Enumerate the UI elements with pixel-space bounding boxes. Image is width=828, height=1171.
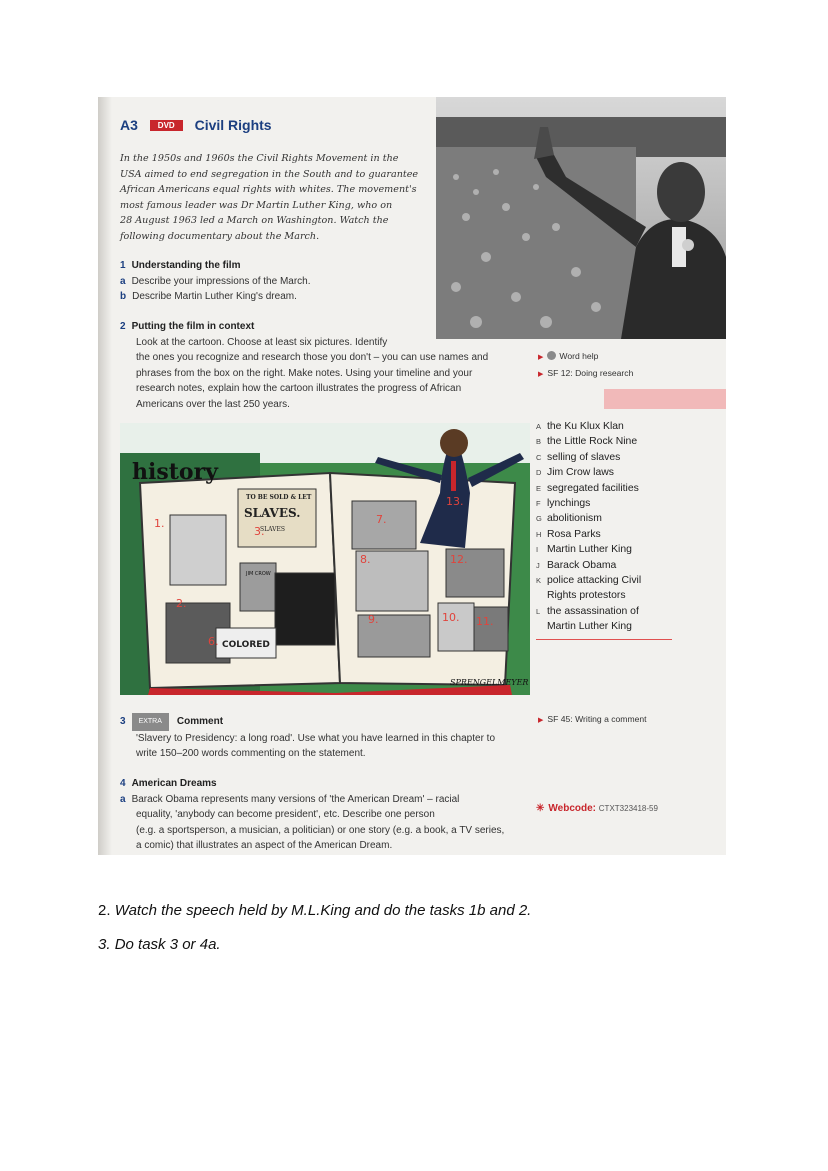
task-line: the ones you recognize and research those you don't – you can use names and <box>136 352 489 363</box>
book-title: history <box>132 459 218 485</box>
intro-line: most famous leader was Dr Martin Luther King, who on <box>120 199 393 211</box>
word-help-icon <box>547 351 556 360</box>
word-box-item: C selling of slaves <box>536 451 621 463</box>
dvd-badge: DVD <box>150 120 183 131</box>
instruction-line <box>98 902 531 919</box>
sf45-link[interactable]: SF 45: Writing a comment <box>547 714 647 724</box>
task-letter: a <box>120 793 126 805</box>
poster-main: SLAVES. <box>244 506 301 520</box>
webcode <box>536 803 658 814</box>
section-title: Civil Rights <box>194 117 272 133</box>
cartoon-number: 8. <box>360 553 371 566</box>
task-1 <box>120 258 540 305</box>
task-line: Look at the cartoon. Choose at least six pictures. Identify <box>136 336 388 348</box>
task-number: 4 <box>120 778 126 789</box>
intro-line: 28 August 1963 led a March on Washington. Watch the <box>120 215 389 226</box>
task-item-text: Describe your impressions of the March. <box>131 275 311 287</box>
task-line: 'Slavery to Presidency: a long road'. Use what you have learned in this chapter to <box>136 732 496 744</box>
cartoon-number: 7. <box>376 513 387 526</box>
intro-line: In the 1950s and 1960s the Civil Rights Movement in the <box>120 153 399 164</box>
task-number: 2 <box>120 321 126 332</box>
task-line: (e.g. a sportsperson, a musician, a politician) or one story (e.g. a book, a TV series, <box>136 824 505 836</box>
arrow-right-icon: ▶ <box>538 354 544 361</box>
task-line: Barack Obama represents many versions of 'the American Dream' – racial <box>131 793 460 805</box>
arrow-right-icon: ▶ <box>538 370 544 378</box>
task-line: Americans over the last 250 years. <box>136 398 290 410</box>
section-code: A3 <box>120 117 138 133</box>
webcode-value[interactable]: CTXT323418-59 <box>598 804 658 813</box>
intro-line: USA aimed to end segregation in the South and to guarantee <box>120 168 419 180</box>
cartoon-number: 9. <box>368 613 379 626</box>
task-2 <box>120 319 540 412</box>
textbook-page-scan <box>98 97 726 855</box>
cartoon-number: 13. <box>446 495 464 508</box>
task-line: a comic) that illustrates an aspect of the American Dream. <box>136 840 393 851</box>
word-box-item: E segregated facilities <box>536 482 639 494</box>
task-3 <box>120 713 540 762</box>
sf12-link[interactable]: SF 12: Doing research <box>547 367 634 378</box>
word-box-item: L the assassination of Martin Luther King <box>536 605 639 633</box>
word-box <box>536 419 672 640</box>
word-box-item: G abolitionism <box>536 513 602 525</box>
intro-line: following documentary about the March. <box>120 230 320 242</box>
instruction-text: Watch the speech held by M.L.King and do the tasks 1b and 2. <box>114 902 532 919</box>
cartoon-number: 2. <box>176 597 187 610</box>
word-box-item: A the Ku Klux Klan <box>536 421 624 432</box>
cartoon-illustration <box>120 423 530 695</box>
section-header <box>120 117 272 133</box>
poster-sub: SLAVES <box>260 526 285 533</box>
arrow-right-icon: ▶ <box>538 717 544 724</box>
task-title: American Dreams <box>131 778 217 789</box>
task-line: equality, 'anybody can become president', etc. Describe one person <box>136 809 435 820</box>
word-box-item: B the Little Rock Nine <box>536 436 638 448</box>
task-line: write 150–200 words commenting on the statement. <box>136 748 366 759</box>
word-box-item: K police attacking Civil Rights protestors <box>536 575 642 602</box>
task-number: 1 <box>120 260 126 271</box>
word-box-item: J Barack Obama <box>536 559 617 571</box>
instruction-line <box>98 936 221 953</box>
task-4 <box>120 776 540 854</box>
page-binding-shadow <box>98 97 112 855</box>
cursor-star-icon: ✳ <box>536 803 545 814</box>
cartoon-number: 6. <box>208 635 219 648</box>
cartoon-number: 3. <box>254 525 265 538</box>
word-box-item: D Jim Crow laws <box>536 467 614 479</box>
intro-line: African Americans equal rights with whites. The movement's <box>120 184 417 195</box>
poster-top: TO BE SOLD & LET <box>246 494 312 501</box>
instruction-text: Do task 3 or 4a. <box>114 936 221 953</box>
jim-crow-sign: JIM CROW <box>246 571 271 577</box>
instruction-number: 3. <box>98 936 111 953</box>
task-letter: b <box>120 291 127 302</box>
instruction-number: 2. <box>98 902 111 919</box>
cartoon-signature: SPRENGELMEYER <box>450 678 529 687</box>
history-book-cartoon <box>120 423 530 695</box>
extra-badge: EXTRA <box>132 713 169 731</box>
word-box-item: I Martin Luther King <box>536 544 632 556</box>
intro-text <box>120 151 420 244</box>
side-reference-sf45 <box>538 712 647 729</box>
pink-margin-bar <box>604 389 726 409</box>
word-box-item: F lynchings <box>536 498 591 510</box>
word-help-link[interactable]: Word help <box>559 351 599 361</box>
cartoon-number: 10. <box>442 611 460 624</box>
cartoon-number: 12. <box>450 553 468 566</box>
cartoon-number: 11. <box>476 615 494 628</box>
word-box-item: H Rosa Parks <box>536 528 601 540</box>
task-line: research notes, explain how the cartoon illustrates the progress of African <box>136 383 462 394</box>
task-title: Understanding the film <box>131 260 241 271</box>
task-letter: a <box>120 275 126 287</box>
task-number: 3 <box>120 716 126 727</box>
task-title: Putting the film in context <box>131 321 255 332</box>
side-references <box>538 349 633 382</box>
task-title: Comment <box>176 716 224 727</box>
task-line: phrases from the box on the right. Make notes. Using your timeline and your <box>136 367 473 379</box>
task-item-text: Describe Martin Luther King's dream. <box>132 291 297 302</box>
webcode-label: Webcode: <box>548 803 596 814</box>
colored-sign: COLORED <box>222 640 270 650</box>
cartoon-number: 1. <box>154 517 165 530</box>
